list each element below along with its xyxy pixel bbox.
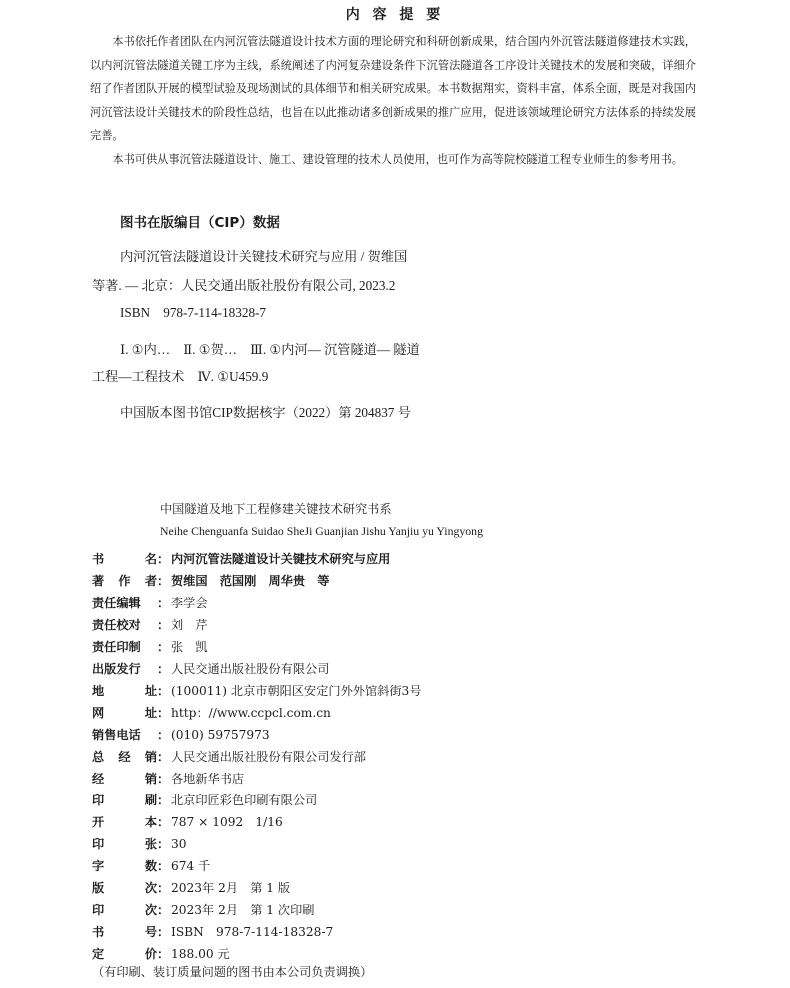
colophon-colon: ：	[157, 859, 170, 874]
colophon-row	[92, 593, 208, 615]
colophon-value: 刘 芹	[171, 617, 208, 632]
colophon-label	[92, 834, 157, 856]
colophon-row	[92, 856, 210, 878]
colophon-label	[92, 681, 157, 703]
colophon-label-char: 书	[92, 925, 105, 940]
colophon-colon: ：	[157, 573, 170, 588]
colophon-label-char: 本	[144, 815, 157, 830]
colophon-label-char: 责任印制	[92, 639, 141, 654]
colophon-label-char: 销	[144, 771, 157, 786]
summary-paragraph: 本书依托作者团队在内河沉管法隧道设计技术方面的理论研究和科研创新成果，结合国内外沉管法隧道修建技术实践，以内河沉管法隧道关键工序为主线，系统阐述了内河复杂建设条件下沉管法隧道各工序设计关键技术的发展和突破，详细介绍了作者团队开展的模型试验及现场测试的具体细节和相关研究成果。本书数据翔实，资料丰富，体系全面，既是对我国内河沉管法设计关键技术的阶段性总结，也旨在以此推动诸多创新成果的推广应用，促进该领域理论研究方法体系的持续发展完善。	[90, 35, 696, 142]
colophon-label	[92, 747, 157, 769]
colophon-label	[92, 549, 157, 571]
colophon-label-char: 张	[144, 837, 157, 852]
colophon-label-char: 刷	[144, 793, 157, 808]
summary-heading: 内 容 提 要	[345, 7, 445, 23]
colophon-label	[92, 615, 157, 637]
cip-line: 内河沉管法隧道设计关键技术研究与应用 / 贺维国	[120, 249, 408, 264]
colophon-label	[92, 812, 157, 834]
colophon-label-char: 次	[144, 881, 157, 896]
colophon-row	[92, 725, 270, 747]
colophon-label-char: 者	[144, 573, 157, 588]
colophon-value: 张 凯	[171, 639, 208, 654]
colophon-row	[92, 571, 329, 593]
colophon-value: 787 × 1092 1/16	[171, 815, 283, 830]
cip-heading: 图书在版编目（CIP）数据	[120, 215, 280, 231]
quality-notice: （有印刷、装订质量问题的图书由本公司负责调换）	[92, 965, 373, 979]
colophon-row	[92, 878, 290, 900]
cip-classification: 工程—工程技术 Ⅳ. ①U459.9	[92, 369, 269, 384]
colophon-label-char: 责任校对	[92, 617, 141, 632]
colophon-colon: ：	[157, 925, 170, 940]
colophon-row	[92, 637, 208, 659]
colophon-label-char: 作	[118, 573, 131, 588]
colophon-value: 674 千	[171, 859, 211, 874]
colophon-value: 北京印匠彩色印刷有限公司	[171, 793, 318, 808]
colophon-label-char: 字	[92, 859, 105, 874]
colophon-value: 188.00 元	[171, 947, 230, 962]
colophon-label	[92, 593, 157, 615]
colophon-label-char: 书	[92, 552, 105, 566]
colophon-row	[92, 681, 421, 703]
colophon-label-char: 责任编辑	[92, 595, 141, 610]
colophon-label	[92, 703, 157, 725]
colophon-label	[92, 922, 157, 944]
cip-classification: Ⅰ. ①内… Ⅱ. ①贺… Ⅲ. ①内河— 沉管隧道— 隧道	[120, 342, 420, 357]
colophon-row	[92, 834, 187, 856]
colophon-row	[92, 812, 283, 834]
colophon-label-char: 出版发行	[92, 661, 141, 676]
colophon-label-char: 号	[144, 925, 157, 940]
colophon-value: 2023年 2月 第 1 版	[171, 881, 291, 896]
colophon-label	[92, 769, 157, 791]
colophon-label-char: 印	[92, 903, 105, 918]
colophon-colon: ：	[157, 793, 170, 808]
colophon-label	[92, 725, 157, 747]
colophon-label-char: 印	[92, 837, 105, 852]
colophon-label-char: 印	[92, 793, 105, 808]
colophon-colon: ：	[157, 903, 170, 918]
colophon-value: 李学会	[171, 595, 208, 610]
colophon-colon: ：	[157, 683, 170, 698]
colophon-label	[92, 856, 157, 878]
cip-record-number: 中国版本图书馆CIP数据核字（2022）第 204837 号	[120, 405, 411, 420]
colophon-value: 内河沉管法隧道设计关键技术研究与应用	[171, 552, 391, 566]
colophon-label-char: 数	[144, 859, 157, 874]
cip-isbn: ISBN 978-7-114-18328-7	[120, 305, 267, 320]
colophon-value: 2023年 2月 第 1 次印刷	[171, 903, 315, 918]
colophon-label-char: 价	[144, 947, 157, 962]
colophon-value: http：//www.ccpcl.com.cn	[171, 705, 331, 720]
cip-line: 等著. — 北京：人民交通出版社股份有限公司, 2023.2	[92, 278, 396, 293]
colophon-label	[92, 659, 157, 681]
summary-paragraph: 本书可供从事沉管法隧道设计、施工、建设管理的技术人员使用，也可作为高等院校隧道工程专业师生的参考用书。	[112, 152, 683, 166]
colophon-colon: ：	[157, 661, 170, 676]
colophon-colon: ：	[157, 552, 170, 566]
colophon-row	[92, 549, 390, 571]
colophon-label-char: 次	[144, 903, 157, 918]
colophon-label-char: 版	[92, 881, 105, 896]
colophon-label-char: 址	[144, 683, 157, 698]
colophon-label	[92, 790, 157, 812]
colophon-label-char: 经	[118, 749, 131, 764]
summary-body	[90, 30, 696, 171]
colophon-colon: ：	[157, 595, 170, 610]
colophon-colon: ：	[157, 639, 170, 654]
colophon-colon: ：	[157, 815, 170, 830]
colophon-label	[92, 900, 157, 922]
colophon-label-char: 销售电话	[92, 727, 141, 742]
colophon-row	[92, 790, 317, 812]
colophon-label-char: 销	[144, 749, 157, 764]
colophon-label-char: 地	[92, 683, 105, 698]
colophon-label-char: 著	[92, 573, 105, 588]
colophon-colon: ：	[157, 727, 170, 742]
colophon-colon: ：	[157, 749, 170, 764]
colophon-value: 30	[171, 837, 187, 852]
colophon-label-char: 址	[144, 705, 157, 720]
colophon-label-char: 开	[92, 815, 105, 830]
colophon-row	[92, 769, 244, 791]
colophon-row	[92, 747, 366, 769]
colophon-row	[92, 922, 333, 944]
colophon-row	[92, 659, 329, 681]
series-title: 中国隧道及地下工程修建关键技术研究书系	[160, 502, 392, 516]
colophon-colon: ：	[157, 771, 170, 786]
colophon-label	[92, 571, 157, 593]
colophon-colon: ：	[157, 705, 170, 720]
colophon-colon: ：	[157, 881, 170, 896]
colophon-value: ISBN 978-7-114-18328-7	[171, 925, 334, 940]
colophon-label-char: 网	[92, 705, 105, 720]
colophon-value: 人民交通出版社股份有限公司发行部	[171, 749, 366, 764]
colophon-value: 贺维国 范国刚 周华贵 等	[171, 573, 330, 588]
book-title-pinyin: Neihe Chenguanfa Suidao SheJi Guanjian Jishu Yanjiu yu Yingyong	[160, 524, 483, 538]
colophon-label-char: 定	[92, 947, 105, 962]
colophon-row	[92, 703, 331, 725]
colophon-row	[92, 615, 208, 637]
colophon-value: (100011) 北京市朝阳区安定门外外馆斜街3号	[171, 683, 422, 698]
colophon-colon: ：	[157, 617, 170, 632]
colophon-label	[92, 637, 157, 659]
colophon-label-char: 经	[92, 771, 105, 786]
colophon-label-char: 名	[144, 552, 157, 566]
colophon-row	[92, 900, 314, 922]
colophon-value: (010) 59757973	[171, 727, 270, 742]
colophon-colon: ：	[157, 837, 170, 852]
colophon-label-char: 总	[92, 749, 105, 764]
colophon-value: 各地新华书店	[171, 771, 245, 786]
colophon-colon: ：	[157, 947, 170, 962]
colophon-label	[92, 878, 157, 900]
colophon-value: 人民交通出版社股份有限公司	[171, 661, 330, 676]
